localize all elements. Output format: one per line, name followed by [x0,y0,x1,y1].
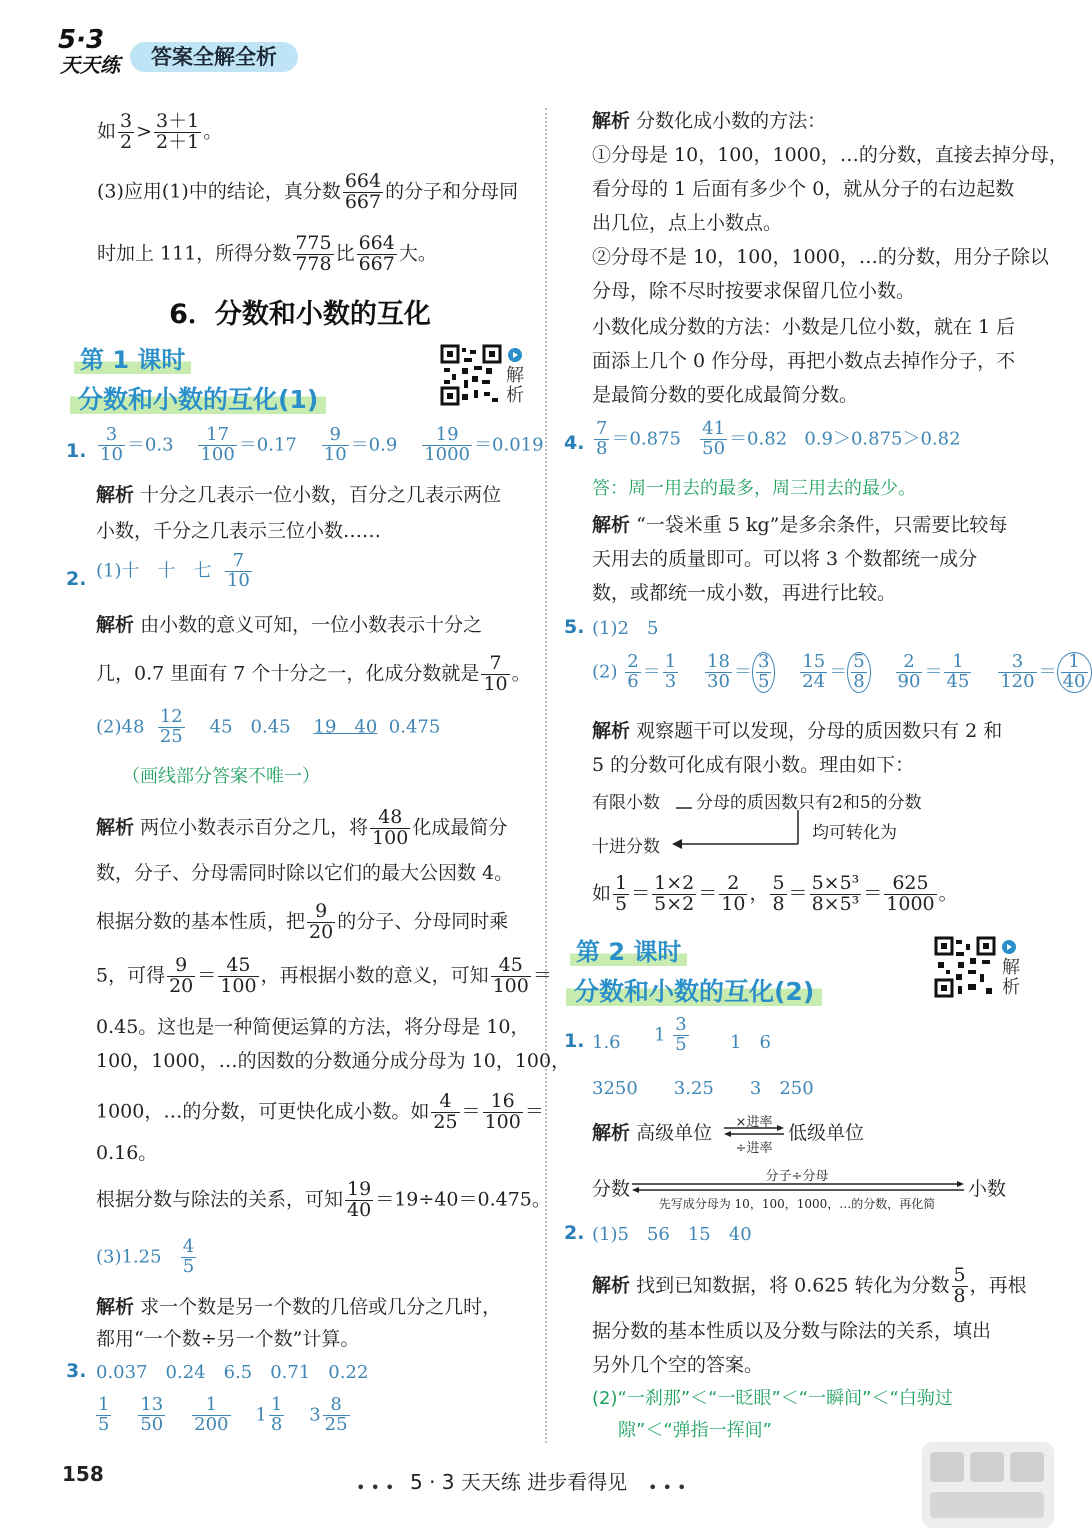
svg-text:天天练: 天天练 [60,53,120,77]
fraction-arrow-bottom-label: 先写成分母为 10，100，1000，…的分数，再化简 [658,1197,936,1211]
r-explanation-4: 出几位，点上小数点。 [592,212,783,234]
l2-q2-number: 2. [564,1222,585,1244]
page-number: 158 [62,1462,104,1486]
q2-number: 2. [66,568,87,590]
l2-q2-part2-line1: (2)“一刹那”＜“一眨眼”＜“一瞬间”＜“白驹过 [592,1388,953,1409]
q4-explanation-3: 数，或都统一成小数，再进行比较。 [592,582,897,604]
footer-dots-right: • • • [648,1478,687,1497]
l2-q1-fraction-label: 分数 [592,1178,631,1200]
r-explanation-2: ①分母是 10，100，1000，…的分数，直接去掉分母， [592,144,1068,166]
q4-explanation-1: 解析 “一袋米重 5 kg”是多余条件，只需要比较每 [592,514,1008,536]
double-arrow-icon [722,1124,786,1138]
lesson-2-label: 第 2 课时 [570,932,687,967]
q2-part2: (2)48 $\frac{12}{25}$ 45 0.45 19 40 0.475 [96,706,441,747]
l2-q2-explanation-2: 据分数的基本性质以及分数与除法的关系，填出 [592,1320,992,1342]
play-icon [508,348,522,362]
q3-row2: $\frac{1}{5}$ $\frac{13}{50}$ $\frac{1}{200}$ 1 $\frac{1}{8}$ 3 $\frac{8}{25}$ [98,1394,348,1435]
r-explanation-7: 小数化成分数的方法：小数是几位小数，就在 1 后 [592,316,1016,338]
svg-text:5·3: 5·3 [58,25,105,55]
l2-q2-explanation-1: 解析 找到已知数据，将 0.625 转化为分数 $\frac{5}{8}$ ，再根 [592,1264,1027,1307]
l2-q1-number: 1. [564,1030,585,1052]
double-arrow-icon [630,1180,966,1194]
q2-explanation-1: 解析 由小数的意义可知，一位小数表示十分之 [96,614,483,636]
l2-q1-low-unit: 低级单位 [788,1122,865,1144]
l2-q1-a: 1.6 [592,1032,621,1053]
unit-arrow-top-label: ×进率 [735,1115,773,1130]
header-badge: 答案全解全析 [130,42,298,72]
r-explanation-3: 看分母的 1 后面有多少个 0，就从分子的右边起数 [592,178,1015,200]
r-explanation-8: 面添上几个 0 作分母，再把小数点去掉作分子，不 [592,350,1016,372]
q2-explanation-3: 解析 两位小数表示百分之几，将 $\frac{48}{100}$ 化成最简分 [96,806,508,849]
r-explanation-9: 是最简分数的要化成最简分数。 [592,384,859,406]
q5-explanation-2: 5 的分数可化成有限小数。理由如下： [592,754,915,776]
diagram-right-label: 分母的质因数只有2和5的分数 [696,793,922,813]
l2-q1-expl-units: 解析 高级单位 [592,1122,713,1144]
diagram-left-label: 有限小数 [592,793,660,813]
lesson-1-topic: 分数和小数的互化(1) [70,380,326,416]
l2-q1-b: 1 $\frac{3}{5}$ [654,1014,687,1055]
cont-line-2: (3)应用(1)中的结论，真分数 $\frac{664}{667}$ 的分子和分母同 [97,170,519,213]
r-explanation-5: ②分母不是 10，100，1000，…的分数，用分子除以 [592,246,1049,268]
q5-number: 5. [564,616,585,638]
watermark-logo [918,1438,1058,1532]
q2-explanation-13: 都用“一个数÷另一个数”计算。 [96,1328,360,1350]
section-title: 6．分数和小数的互化 [169,299,431,330]
q4-answer-text: 答：周一用去的最多，周三用去的最少。 [592,478,916,499]
q1-explanation-2: 小数，千分之几表示三位小数…… [96,520,382,542]
q4-answers: $\frac{7}{8}$ ＝0.875 $\frac{41}{50}$ ＝0.82 0.9＞0.875＞0.82 [596,418,961,459]
q4-explanation-2: 天用去的质量即可。可以将 3 个数都统一成分 [592,548,978,570]
brand-logo [54,22,124,76]
q5-part2: (2) $\frac{2}{6}$ ＝ $\frac{1}{3}$ $\frac{18}{30}$ ＝ $\frac{3}{5}$ $\frac{15}{24}$ ＝ $\frac{5}{8}$ $\frac{2}{90}$ ＝ $\frac{1}{45}$ $\frac{3}{120}$ ＝ $\frac{1}{40}$ [592,652,1092,693]
r-explanation-6: 分母，除不尽时按要求保留几位小数。 [592,280,916,302]
qr-code-icon[interactable] [440,344,502,406]
q2-part1: (1)十 十 七 $\frac{7}{10}$ [96,550,250,591]
diagram-arrows [670,796,810,852]
l2-q2-explanation-3: 另外几个空的答案。 [592,1354,764,1376]
q2-explanation-12: 解析 求一个数是另一个数的几倍或几分之几时， [96,1296,502,1318]
lesson-1-label: 第 1 课时 [74,340,191,375]
q2-explanation-10: 0.16。 [96,1142,158,1164]
qr-code-icon[interactable] [934,936,996,998]
q2-explanation-2: 几，0.7 里面有 7 个十分之一，化成分数就是 $\frac{7}{10}$ 。 [96,652,531,695]
q1-number: 1. [66,440,87,462]
q2-part3: (3)1.25 $\frac{4}{5}$ [96,1236,195,1277]
l2-q1-row2: 3250 3.25 3 250 [592,1078,814,1099]
column-divider [545,108,547,1443]
q5-part1: (1)2 5 [592,618,659,639]
lesson-2-topic: 分数和小数的互化(2) [566,972,822,1008]
cont-line-1: 如 $\frac{3}{2}$ > $\frac{3+1}{2+1}$ 。 [97,110,223,153]
l2-q2-part2-line2: 隙”＜“弹指一挥间” [618,1420,772,1441]
q5-explanation-1: 解析 观察题干可以发现，分母的质因数只有 2 和 [592,720,1003,742]
q2-explanation-4: 数，分子、分母需同时除以它们的最大公因数 4。 [96,862,514,884]
qr-label: 解析 [1002,957,1020,998]
q2-explanation-9: 1000，…的分数，可更快化成小数。如 $\frac{4}{25}$ ＝ $\frac{16}{100}$ ＝ [96,1090,544,1133]
q1-answers: $\frac{3}{10}$ ＝0.3 $\frac{17}{100}$ ＝0.17 $\frac{9}{10}$ ＝0.9 $\frac{19}{1000}$ ＝0.019 [100,424,544,465]
q5-example: 如 $\frac{1}{5}$ ＝ $\frac{1\times 2}{5\times 2}$ ＝ $\frac{2}{10}$ ， $\frac{5}{8}$ ＝ $\frac{\text{5×5³}}{\text{8×5³}}$ ＝ $\frac{625}{1000}$ 。 [592,872,958,915]
q2-explanation-6: 5，可得 $\frac{9}{20}$ ＝ $\frac{45}{100}$ ，再根据小数的意义，可知 $\frac{45}{100}$ ＝ [96,954,552,997]
q1-explanation-1: 解析 十分之几表示一位小数，百分之几表示两位 [96,484,502,506]
q2-explanation-11: 根据分数与除法的关系，可知 $\frac{19}{40}$ ＝19÷40＝0.475。 [96,1178,551,1221]
l2-q1-decimal-label: 小数 [968,1178,1007,1200]
cont-line-3: 时加上 111，所得分数 $\frac{775}{778}$ 比 $\frac{664}{667}$ 大。 [97,232,437,275]
fraction-arrow-top-label: 分子÷分母 [765,1169,829,1184]
q3-row1: 0.037 0.24 6.5 0.71 0.22 [96,1362,369,1383]
q2-explanation-8: 100，1000，…的因数的分数通分成分母为 10，100， [96,1050,571,1072]
q2-explanation-5: 根据分数的基本性质，把 $\frac{9}{20}$ 的分子、分母同时乘 [96,900,509,943]
q2-note: （画线部分答案不唯一） [122,766,320,787]
diagram-bottom-label: 十进分数 [592,837,660,857]
l2-q1-c: 1 6 [730,1032,771,1053]
q2-explanation-7: 0.45。这也是一种简便运算的方法，将分母是 10， [96,1016,530,1038]
footer-slogan: 5 · 3 天天练 进步看得见 [410,1470,628,1494]
unit-arrow-bottom-label: ÷进率 [735,1141,773,1156]
l2-q2-part1: (1)5 56 15 40 [592,1224,752,1245]
play-icon [1002,940,1016,954]
q4-number: 4. [564,432,585,454]
footer-dots-left: • • • [356,1478,395,1497]
diagram-mid-label: 均可转化为 [812,823,897,843]
r-explanation-1: 解析 分数化成小数的方法： [592,110,827,132]
q3-number: 3. [66,1360,87,1382]
qr-label: 解析 [506,365,524,406]
